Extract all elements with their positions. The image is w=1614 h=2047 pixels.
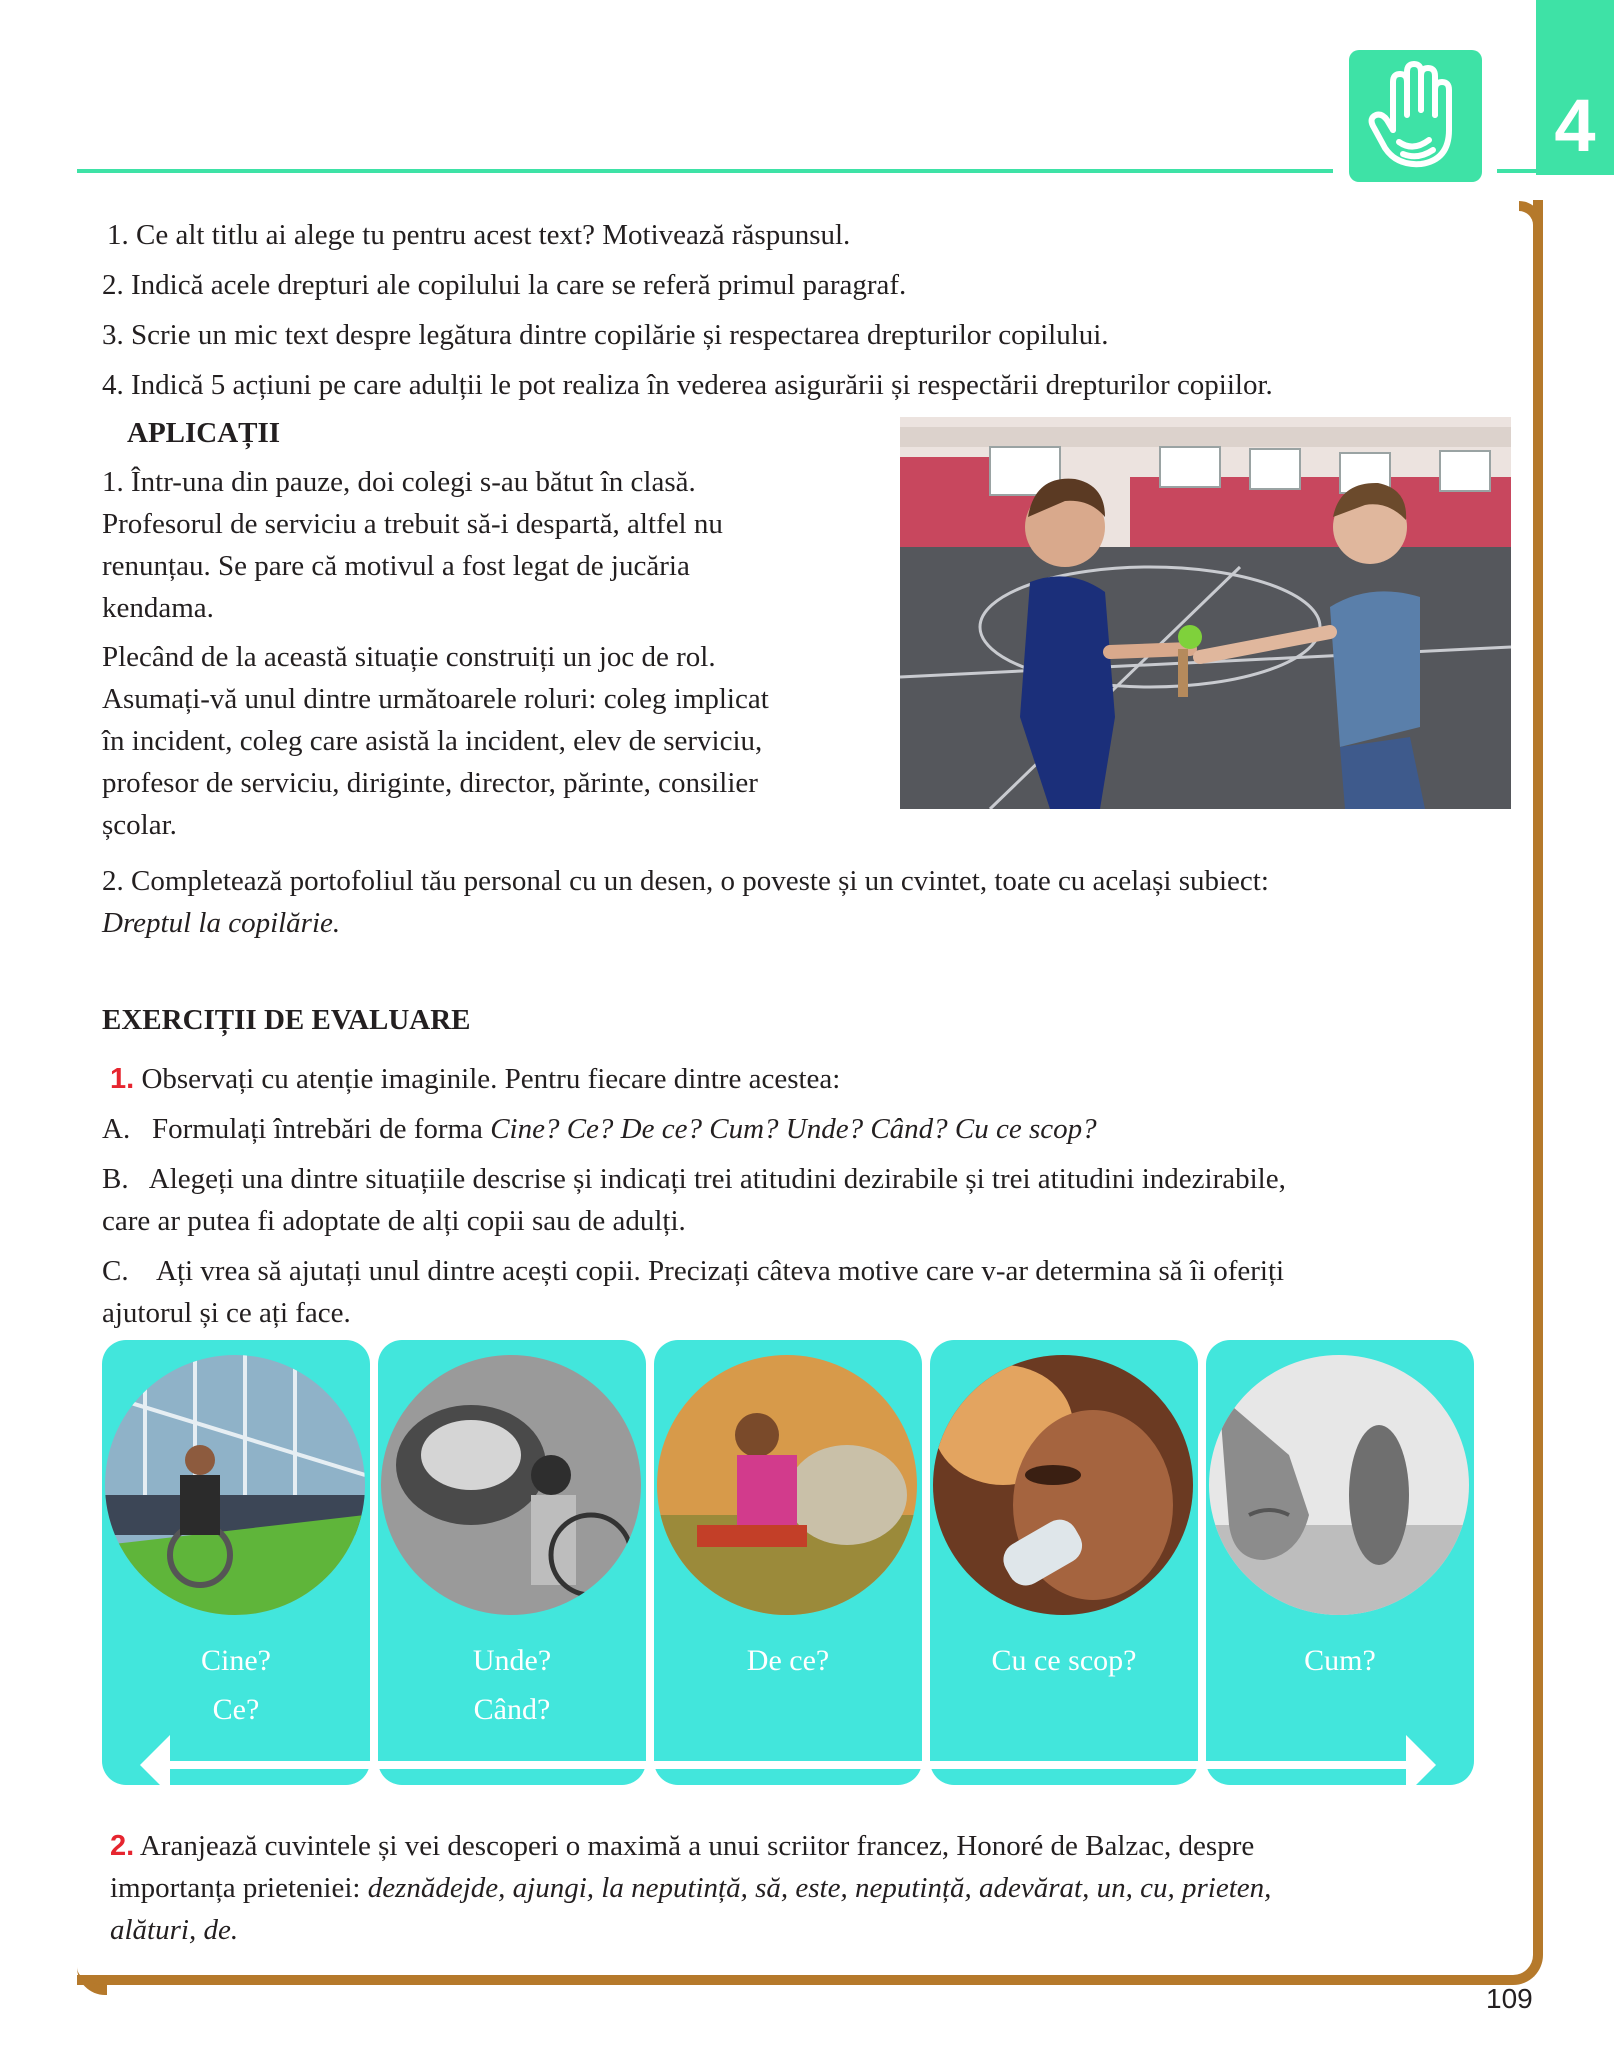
card-question-1: Cum? bbox=[1304, 1644, 1376, 1677]
card-question-1: Cine? bbox=[201, 1644, 271, 1677]
aplicatii-task-line: școlar. bbox=[102, 809, 177, 841]
exercise-1-number: 1. bbox=[110, 1063, 135, 1095]
aplicatii-item1-line: 1. Într-una din pauze, doi colegi s-au bătut în clasă. bbox=[102, 466, 696, 498]
exercise-2-line3: alături, de. bbox=[110, 1914, 239, 1946]
aplicatii-item1-line: renunțau. Se pare că motivul a fost legat de jucăria bbox=[102, 550, 690, 582]
card-photo-wheelchair bbox=[105, 1355, 365, 1615]
hand-badge bbox=[1349, 50, 1482, 182]
aplicatii-task-line: profesor de serviciu, diriginte, director, părinte, consilier bbox=[102, 767, 758, 799]
aplicatii-item2-subject: Dreptul la copilărie. bbox=[102, 907, 341, 939]
card-question-1: De ce? bbox=[746, 1644, 830, 1677]
exercise-2 bbox=[110, 1825, 1254, 1867]
exercise-1-text: Observați cu atenție imaginile. Pentru fiecare dintre acestea: bbox=[141, 1063, 841, 1095]
page-number: 109 bbox=[1486, 1983, 1533, 2014]
exercise-1-c-cont: ajutorul și ce ați face. bbox=[102, 1297, 351, 1329]
image-card bbox=[654, 1340, 922, 1785]
exercise-2-plain: importanța prieteniei: bbox=[110, 1872, 361, 1904]
item-a-text: Formulați întrebări de forma bbox=[151, 1113, 483, 1145]
item-label: C. bbox=[102, 1255, 129, 1287]
aplicatii-heading: APLICAȚII bbox=[127, 417, 281, 449]
exercise-2-line2 bbox=[110, 1867, 1271, 1909]
image-card bbox=[378, 1340, 646, 1785]
chapter-number: 4 bbox=[1554, 84, 1596, 167]
double-arrow bbox=[140, 1735, 1436, 1795]
item-a-questions: Cine? Ce? De ce? Cum? Unde? Când? Cu ce scop? bbox=[490, 1113, 1097, 1145]
card-photo-fist bbox=[1209, 1355, 1469, 1615]
aplicatii-item1-line: kendama. bbox=[102, 592, 214, 624]
hand-icon bbox=[1363, 60, 1468, 172]
card-question-1: Unde? bbox=[472, 1644, 552, 1677]
image-card bbox=[1206, 1340, 1474, 1785]
evaluare-heading: EXERCIȚII DE EVALUARE bbox=[102, 1004, 471, 1036]
item-label: B. bbox=[102, 1163, 129, 1195]
question-3: 3. Scrie un mic text despre legătura dintre copilărie și respectarea drepturilor copilului. bbox=[102, 319, 1109, 351]
aplicatii-task-line: Plecând de la această situație construiți un joc de rol. bbox=[102, 641, 716, 673]
aplicatii-task-line: în incident, coleg care asistă la incident, elev de serviciu, bbox=[102, 725, 763, 757]
exercise-1-b-cont: care ar putea fi adoptate de alți copii sau de adulți. bbox=[102, 1205, 686, 1237]
chapter-tab bbox=[1536, 0, 1614, 175]
item-label: A. bbox=[102, 1113, 131, 1145]
card-photo-girl-working bbox=[657, 1355, 917, 1615]
exercise-1-c bbox=[102, 1250, 1284, 1292]
aplicatii-task-line: Asumați-vă unul dintre următoarele roluri: coleg implicat bbox=[102, 683, 769, 715]
image-card bbox=[102, 1340, 370, 1785]
exercise-1-b bbox=[102, 1158, 1286, 1200]
exercise-2-number: 2. bbox=[110, 1830, 135, 1862]
header-rule bbox=[77, 169, 1333, 173]
exercise-2-words: deznădejde, ajungi, la neputință, să, este, neputință, adevărat, un, cu, prieten, bbox=[367, 1872, 1272, 1904]
question-2: 2. Indică acele drepturi ale copilului la care se referă primul paragraf. bbox=[102, 269, 907, 301]
card-question-1: Cu ce scop? bbox=[991, 1644, 1137, 1677]
schoolyard-illustration bbox=[900, 417, 1511, 809]
question-4: 4. Indică 5 acțiuni pe care adulții le pot realiza în vederea asigurării și respectării drepturilor copiilor. bbox=[102, 369, 1273, 401]
image-card bbox=[930, 1340, 1198, 1785]
exercise-1 bbox=[110, 1058, 840, 1100]
card-question-2: Ce? bbox=[212, 1693, 260, 1726]
question-1: 1. Ce alt titlu ai alege tu pentru acest text? Motivează răspunsul. bbox=[107, 219, 851, 251]
kendama-photo bbox=[900, 417, 1511, 809]
image-strip bbox=[102, 1340, 1472, 1785]
header-rule-end bbox=[1497, 169, 1537, 173]
aplicatii-item2: 2. Completează portofoliul tău personal cu un desen, o poveste și un cvintet, toate cu același subiect: bbox=[102, 865, 1269, 897]
item-b-text: Alegeți una dintre situațiile descrise și indicați trei atitudini dezirabile și trei atitudini indezirabile, bbox=[148, 1163, 1286, 1195]
card-photo-child-drinking bbox=[933, 1355, 1193, 1615]
item-c-text: Ați vrea să ajutați unul dintre acești copii. Precizați câteva motive care v-ar determina să îi oferiți bbox=[156, 1255, 1285, 1287]
exercise-1-a bbox=[102, 1108, 1097, 1150]
frame-corner-bottom-left bbox=[77, 1940, 107, 1995]
card-question-2: Când? bbox=[473, 1693, 551, 1726]
exercise-2-text: Aranjează cuvintele și vei descoperi o maximă a unui scriitor francez, Honoré de Balzac, despre bbox=[139, 1830, 1255, 1862]
aplicatii-item1-line: Profesorul de serviciu a trebuit să-i despartă, altfel nu bbox=[102, 508, 723, 540]
card-photo-carrying-load bbox=[381, 1355, 641, 1615]
